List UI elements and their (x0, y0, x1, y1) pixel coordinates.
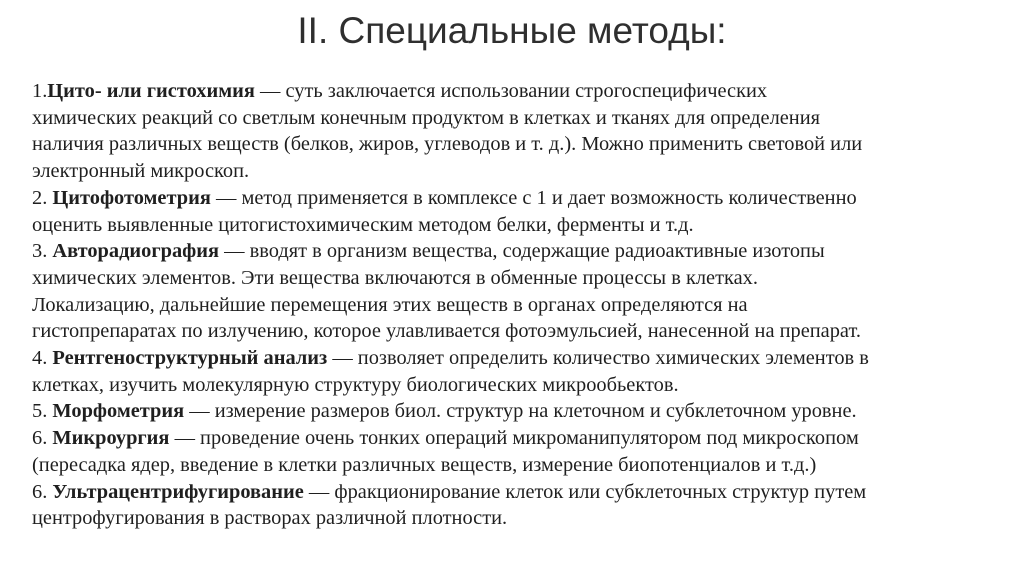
method-term: Цито- или гистохимия (47, 80, 255, 102)
item-text-line: химических реакций со светлым конечным продуктом в клетках и тканях для определения (32, 106, 821, 129)
item-text-line: (пересадка ядер, введение в клетки различных веществ, измерение биопотенциалов и т.д.) (32, 453, 817, 476)
item-number: 6. (32, 480, 53, 503)
item-text-line: Локализацию, дальнейшие перемещения этих веществ в органах определяются на (32, 293, 748, 316)
item-text: — проведение очень тонких операций микроманипулятором под микроскопом (169, 427, 859, 450)
method-term: Морфометрия (52, 400, 185, 423)
item-first-line (32, 479, 1004, 506)
item-first-line (32, 425, 1004, 452)
item-text-line: наличия различных веществ (белков, жиров, углеводов и т. д.). Можно применить световой или (32, 133, 863, 156)
item-text: — метод применяется в комплексе с 1 и дает возможность количественно (210, 186, 857, 209)
item-text-line: центрофугирования в растворах различной плотности. (32, 507, 508, 530)
item-number: 3. (32, 240, 53, 263)
method-item-2 (32, 185, 1004, 238)
item-number: 2. (32, 186, 53, 209)
slide-title: II. Специальные методы: (297, 10, 727, 51)
item-number: 6. (32, 427, 53, 450)
item-text-line: оценить выявленные цитогистохимическим методом белки, ферменты и т.д. (32, 213, 694, 236)
method-item-7 (32, 479, 1004, 532)
method-item-3 (32, 238, 1004, 345)
item-text: — вводят в организм вещества, содержащие радиоактивные изотопы (219, 240, 825, 263)
item-first-line (32, 78, 1004, 105)
slide-body (32, 78, 1004, 532)
method-item-1 (32, 78, 1004, 185)
method-item-6 (32, 425, 1004, 478)
item-text: — позволяет определить количество химических элементов в (327, 347, 869, 370)
item-text-line: гистопрепаратах по излучению, которое улавливается фотоэмульсией, нанесенной на препарат. (32, 320, 861, 343)
item-text-line: клетках, изучить молекулярную структуру биологических микрообьектов. (32, 373, 679, 396)
method-term: Рентгеноструктурный анализ (52, 347, 328, 370)
item-number: 5. (32, 400, 53, 423)
method-item-4 (32, 345, 1004, 398)
method-term: Микроургия (52, 427, 170, 450)
method-term: Авторадиография (52, 240, 220, 263)
item-text: — суть заключается использовании строгоспецифических (254, 80, 768, 102)
method-item-5 (32, 398, 1004, 425)
item-text-line: химических элементов. Эти вещества включаются в обменные процессы в клетках. (32, 266, 758, 289)
item-text: — измерение размеров биол. структур на клеточном и субклеточном уровне. (184, 400, 857, 423)
item-first-line (32, 398, 1004, 425)
item-number: 4. (32, 347, 53, 370)
item-first-line (32, 238, 1004, 265)
item-first-line (32, 185, 1004, 212)
item-number: 1. (32, 80, 48, 102)
item-first-line (32, 345, 1004, 372)
method-term: Цитофотометрия (52, 186, 211, 209)
method-term: Ультрацентрифугирование (52, 480, 304, 503)
item-text-line: электронный микроскоп. (32, 160, 250, 183)
item-text: — фракционирование клеток или субклеточных структур путем (303, 480, 867, 503)
